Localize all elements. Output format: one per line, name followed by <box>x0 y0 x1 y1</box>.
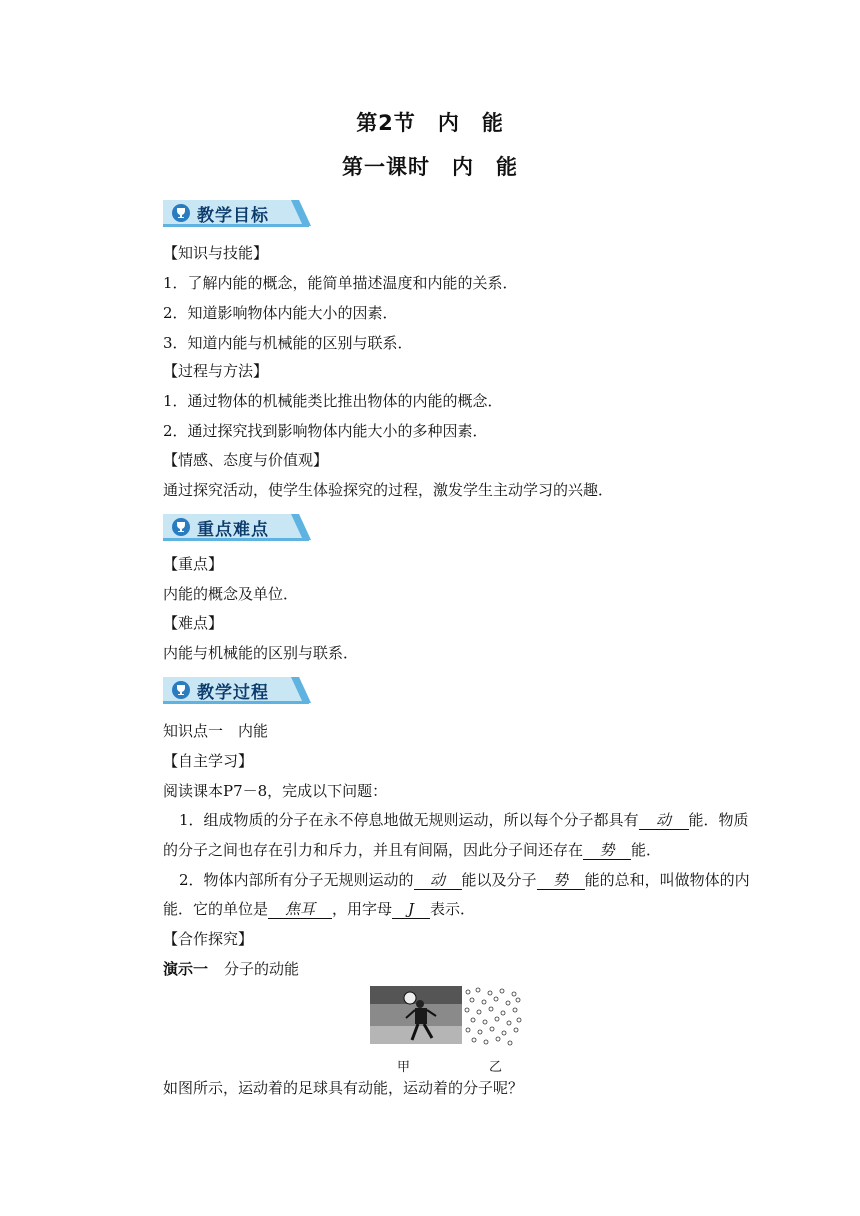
answer-blank: J <box>392 900 430 919</box>
question-text: 能． <box>631 841 662 859</box>
key-text: 内能的概念及单位． <box>163 585 299 603</box>
cooperation-header: 【合作探究】 <box>163 930 254 948</box>
title-char-2: 能 <box>481 111 504 135</box>
demo-label: 演示一 <box>163 960 209 978</box>
question-1-line-2 <box>163 839 661 861</box>
difficulty-text: 内能与机械能的区别与联系． <box>163 644 359 662</box>
knowledge-header: 【知识与技能】 <box>163 244 269 262</box>
question-text: 表示． <box>430 900 476 918</box>
section-title <box>0 107 860 137</box>
question-text: 能．它的单位是 <box>163 900 269 918</box>
banner-teaching-process <box>163 675 311 705</box>
trophy-icon <box>171 203 191 223</box>
question-text: 2．物体内部所有分子无规则运动的 <box>179 871 414 889</box>
difficulty-header: 【难点】 <box>163 614 224 632</box>
banner-label: 教学目标 <box>197 206 269 226</box>
figure-caption-b: 乙 <box>489 1060 503 1075</box>
banner-teaching-goals <box>163 198 311 228</box>
question-text: 1．组成物质的分子在永不停息地做无规则运动，所以每个分子都具有 <box>179 811 639 829</box>
goal-item: 1．了解内能的概念，能简单描述温度和内能的关系． <box>163 274 518 292</box>
answer-blank: 势 <box>583 841 631 860</box>
lesson-char-2: 能 <box>496 155 518 179</box>
question-text: 能的总和，叫做物体的内 <box>584 871 750 889</box>
banner-label: 重点难点 <box>197 520 269 540</box>
question-text: 的分子之间也存在引力和斥力，并且有间隔，因此分子间还存在 <box>163 841 584 859</box>
question-1-line-1 <box>179 809 749 831</box>
lesson-char-1: 内 <box>452 155 474 179</box>
question-2-line-2 <box>163 898 475 920</box>
emotion-header: 【情感、态度与价值观】 <box>163 451 329 469</box>
knowledge-point-title: 知识点一 内能 <box>163 722 269 740</box>
goal-item: 1．通过物体的机械能类比推出物体的内能的概念． <box>163 392 503 410</box>
key-header: 【重点】 <box>163 555 224 573</box>
figure-question: 如图所示，运动着的足球具有动能，运动着的分子呢？ <box>163 1079 524 1097</box>
trophy-icon <box>171 680 191 700</box>
question-2-line-1 <box>179 869 750 891</box>
answer-blank: 势 <box>537 871 585 890</box>
figure-molecule-kinetic-energy <box>370 986 522 1056</box>
goal-item: 2．知道影响物体内能大小的因素． <box>163 304 398 322</box>
section-number: 第2节 <box>356 111 416 135</box>
question-text: 能．物质 <box>688 811 749 829</box>
answer-blank: 动 <box>414 871 462 890</box>
figure-image <box>370 986 522 1056</box>
banner-key-points <box>163 512 311 542</box>
self-study-header: 【自主学习】 <box>163 752 254 770</box>
lesson-title <box>0 151 860 181</box>
figure-caption-a: 甲 <box>397 1060 411 1075</box>
question-text: 能以及分子 <box>461 871 537 889</box>
demo-title: 分子的动能 <box>224 960 300 978</box>
method-header: 【过程与方法】 <box>163 362 269 380</box>
goal-item: 2．通过探究找到影响物体内能大小的多种因素． <box>163 422 488 440</box>
lesson-number: 第一课时 <box>342 155 430 179</box>
answer-blank: 焦耳 <box>268 900 332 919</box>
goal-item: 3．知道内能与机械能的区别与联系． <box>163 334 413 352</box>
answer-blank: 动 <box>639 811 689 830</box>
reading-instruction: 阅读课本P7－8，完成以下问题： <box>163 782 388 800</box>
question-text: ，用字母 <box>332 900 393 918</box>
demo-heading <box>163 958 299 980</box>
goal-item: 通过探究活动，使学生体验探究的过程，激发学生主动学习的兴趣． <box>163 481 614 499</box>
banner-label: 教学过程 <box>197 683 269 703</box>
title-char-1: 内 <box>437 111 460 135</box>
trophy-icon <box>171 517 191 537</box>
